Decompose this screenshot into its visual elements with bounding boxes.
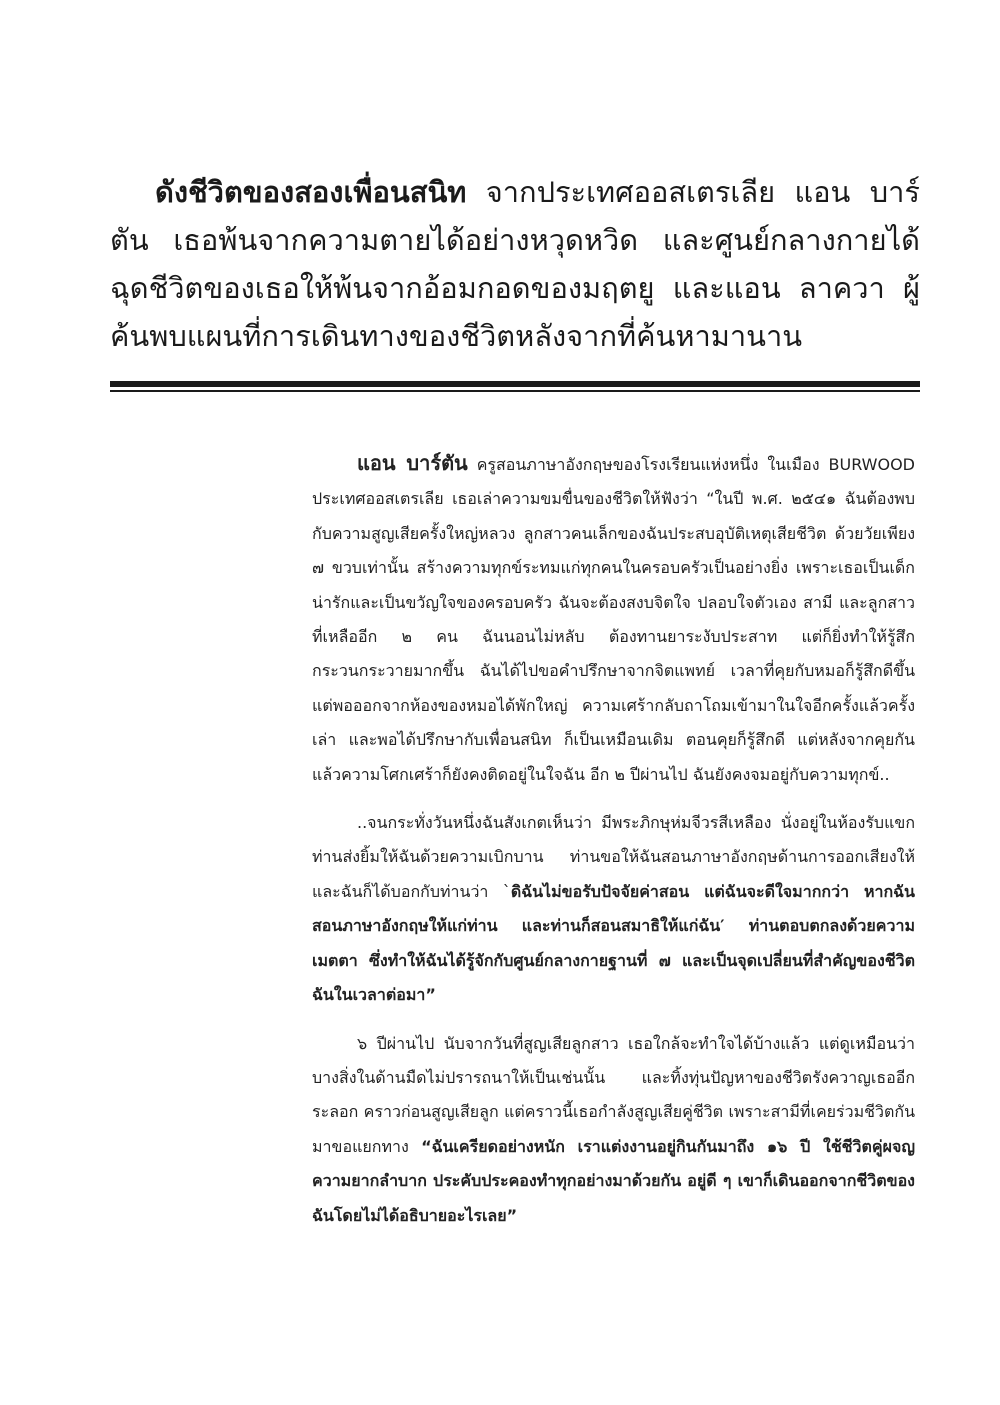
divider-thick [110, 381, 920, 387]
paragraph-2 [312, 806, 915, 1012]
article-body [312, 446, 915, 1247]
paragraph-2-text: ..จนกระทั่งวันหนึ่งฉันสังเกตเห็นว่า มีพระภิกษุห่มจีวรสีเหลือง นั่งอยู่ในห้องรับแขก ท่านส่งยิ้มให้ฉันด้วยความเบิกบาน ท่านขอให้ฉันสอนภาษาอังกฤษด้านการออกเสียงให้ และฉันก็ได้บอกกับท่านว่า ` [312, 813, 915, 901]
paragraph-3-text: ๖ ปีผ่านไป นับจากวันที่สูญเสียลูกสาว เธอใกล้จะทำใจได้บ้างแล้ว แต่ดูเหมือนว่าบางสิ่งในด้านมืดไม่ปรารถนาให้เป็นเช่นนั้น และทิ้งทุ่นปัญหาของชีวิตรังควาญเธออีกระลอก คราวก่อนสูญเสียลูก แต่คราวนี้เธอกำลังสูญเสียคู่ชีวิต เพราะสามีที่เคยร่วมชีวิตกันมาขอแยกทาง [312, 1033, 915, 1156]
paragraph-1-text: ครูสอนภาษาอังกฤษของโรงเรียนแห่งหนึ่ง ในเมือง BURWOOD ประเทศออสเตรเลีย เธอเล่าความขมขื่นของชีวิตให้ฟังว่า “ในปี พ.ศ. ๒๕๔๑ ฉันต้องพบกับความสูญเสียครั้งใหญ่หลวง ลูกสาวคนเล็กของฉันประสบอุบัติเหตุเสียชีวิต ด้วยวัยเพียง ๗ ขวบเท่านั้น สร้างความทุกข์ระทมแก่ทุกคนในครอบครัวเป็นอย่างยิ่ง เพราะเธอเป็นเด็กน่ารักและเป็นขวัญใจของครอบครัว ฉันจะต้องสงบจิตใจ ปลอบใจตัวเอง สามี และลูกสาวที่เหลืออีก ๒ คน ฉันนอนไม่หลับ ต้องทานยาระงับประสาท แต่ก็ยิ่งทำให้รู้สึกกระวนกระวายมากขึ้น ฉันได้ไปขอคำปรึกษาจากจิตแพทย์ เวลาที่คุยกับหมอก็รู้สึกดีขึ้น แต่พอออกจากห้องของหมอได้พักใหญ่ ความเศร้ากลับถาโถมเข้ามาในใจอีกครั้งแล้วครั้งเล่า และพอได้ปรึกษากับเพื่อนสนิท ก็เป็นเหมือนเดิม ตอนคุยก็รู้สึกดี แต่หลังจากคุยกันแล้วความโศกเศร้าก็ยังคงติดอยู่ในใจฉัน อีก ๒ ปีผ่านไป ฉันยังคงจมอยู่กับความทุกข์.. [312, 455, 915, 784]
author-name: แอน บาร์ตัน [357, 451, 468, 475]
paragraph-3-quote: “ฉันเครียดอย่างหนัก เราแต่งงานอยู่กินกันมาถึง ๑๖ ปี ใช้ชีวิตคู่ผจญความยากลำบาก ประคับประคองทำทุกอย่างมาด้วยกัน อยู่ดี ๆ เขาก็เดินออกจากชีวิตของฉันโดยไม่ได้อธิบายอะไรเลย” [312, 1136, 915, 1225]
lead-paragraph [110, 168, 920, 360]
divider-thin [110, 390, 920, 392]
paragraph-1 [312, 446, 915, 792]
lead-text: จากประเทศออสเตรเลีย แอน บาร์ตัน เธอพ้นจากความตายได้อย่างหวุดหวิด และศูนย์กลางกายได้ฉุดชีวิตของเธอให้พ้นจากอ้อมกอดของมฤตยู และแอน ลาควา ผู้ค้นพบแผนที่การเดินทางของชีวิตหลังจากที่ค้นหามานาน [110, 175, 920, 353]
paragraph-3 [312, 1027, 915, 1233]
lead-highlight: ดังชีวิตของสองเพื่อนสนิท [155, 175, 467, 209]
paragraph-2-quote: ดิฉันไม่ขอรับปัจจัยค่าสอน แต่ฉันจะดีใจมากกว่า หากฉันสอนภาษาอังกฤษให้แก่ท่าน และท่านก็สอนสมาธิให้แก่ฉัน′ ท่านตอบตกลงด้วยความเมตตา ซึ่งทำให้ฉันได้รู้จักกับศูนย์กลางกายฐานที่ ๗ และเป็นจุดเปลี่ยนที่สำคัญของชีวิตฉันในเวลาต่อมา” [312, 881, 915, 1005]
